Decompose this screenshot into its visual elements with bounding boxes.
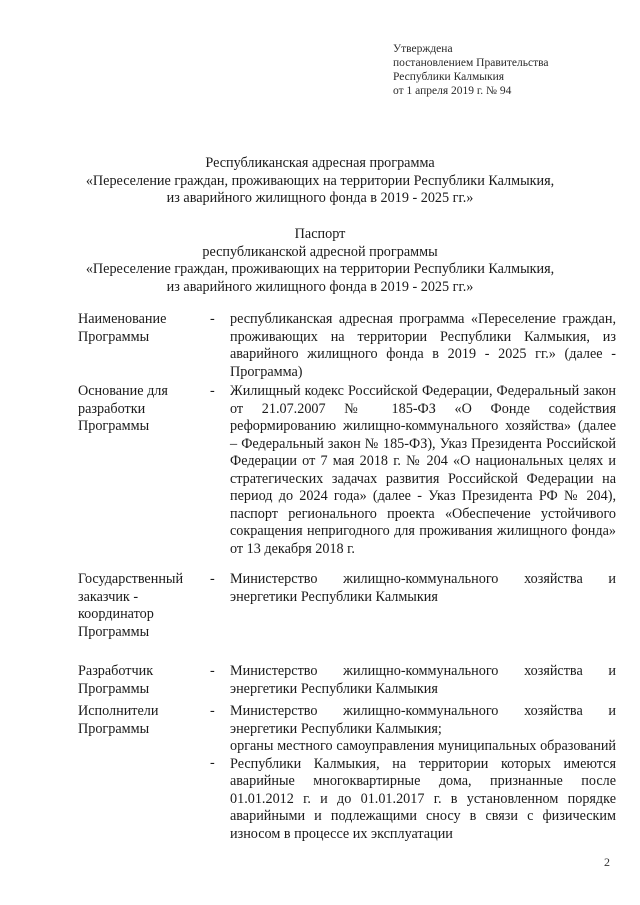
row-dash: - — [210, 755, 215, 771]
row-label: Исполнители Программы — [78, 703, 159, 737]
row-label: Государственный заказчик - координатор Программы — [78, 571, 184, 640]
row-dash: - — [210, 663, 215, 679]
program-title-line: Республиканская адресная программа — [205, 155, 435, 171]
row-content: республиканская адресная программа «Переселение граждан, проживающих на территории Республики Калмыкия, из аварийного жилищного фонда в 2019 - 2025 гг.» (далее - Программа) — [230, 311, 616, 380]
approval-stamp — [393, 42, 549, 98]
row-dash: - — [210, 571, 215, 587]
passport-title-line: из аварийного жилищного фонда в 2019 - 2025 гг.» — [166, 278, 474, 295]
passport-table — [78, 311, 618, 853]
passport-row — [78, 703, 618, 853]
passport-row — [78, 383, 618, 571]
program-title-line: «Переселение граждан, проживающих на территории Республики Калмыкия, — [85, 172, 555, 189]
passport-title — [0, 226, 640, 296]
row-content-paragraph: органы местного самоуправления муниципальных образований Республики Калмыкия, на территории которых имеются аварийные многоквартирные дома, признанные после 01.01.2012 г. и до 01.01.2017 г. в установленном порядке аварийными и подлежащими сносу в связи с физическим износом в процессе их эксплуатации — [230, 738, 616, 842]
approval-line: Республики Калмыкия — [393, 71, 505, 83]
row-dash: - — [210, 703, 215, 719]
approval-line: от 1 апреля 2019 г. № 94 — [393, 85, 512, 97]
passport-title-line: Паспорт — [294, 226, 346, 242]
row-content-paragraph: Министерство жилищно-коммунального хозяйства и энергетики Республики Калмыкия; — [230, 703, 616, 737]
passport-row — [78, 663, 618, 703]
passport-title-line: республиканской адресной программы — [202, 243, 438, 260]
row-content: Министерство жилищно-коммунального хозяйства и энергетики Республики Калмыкия — [230, 571, 616, 605]
row-label: Основание для разработки Программы — [78, 383, 168, 434]
passport-title-line: «Переселение граждан, проживающих на территории Республики Калмыкия, — [85, 261, 555, 277]
program-title — [0, 155, 640, 208]
row-label: Наименование Программы — [78, 311, 167, 345]
row-content: Министерство жилищно-коммунального хозяйства и энергетики Республики Калмыкия — [230, 663, 616, 697]
row-content — [230, 703, 616, 853]
row-content: Жилищный кодекс Российской Федерации, Федеральный закон от 21.07.2007 № 185-ФЗ «О Фонде содействия реформированию жилищно-коммунального хозяйства» (далее – Федеральный закон № 185-ФЗ), Указ Президента Российской Федерации от 7 мая 2018 г. № 204 «О национальных целях и стратегических задачах развития Российской Федерации на период до 2024 года» (далее - Указ Президента РФ № 204), паспорт регионального проекта «Обеспечение устойчивого сокращения непригодного для проживания жилищного фонда» от 13 декабря 2018 г. — [230, 383, 616, 557]
program-title-line: из аварийного жилищного фонда в 2019 - 2025 гг.» — [166, 190, 474, 206]
row-label: Разработчик Программы — [78, 663, 154, 697]
page-number: 2 — [604, 855, 610, 869]
passport-row — [78, 571, 618, 663]
row-dash: - — [210, 311, 215, 327]
approval-line: Утверждена — [393, 43, 453, 55]
row-dash: - — [210, 383, 215, 399]
approval-line: постановлением Правительства — [393, 57, 549, 69]
passport-row — [78, 311, 618, 383]
